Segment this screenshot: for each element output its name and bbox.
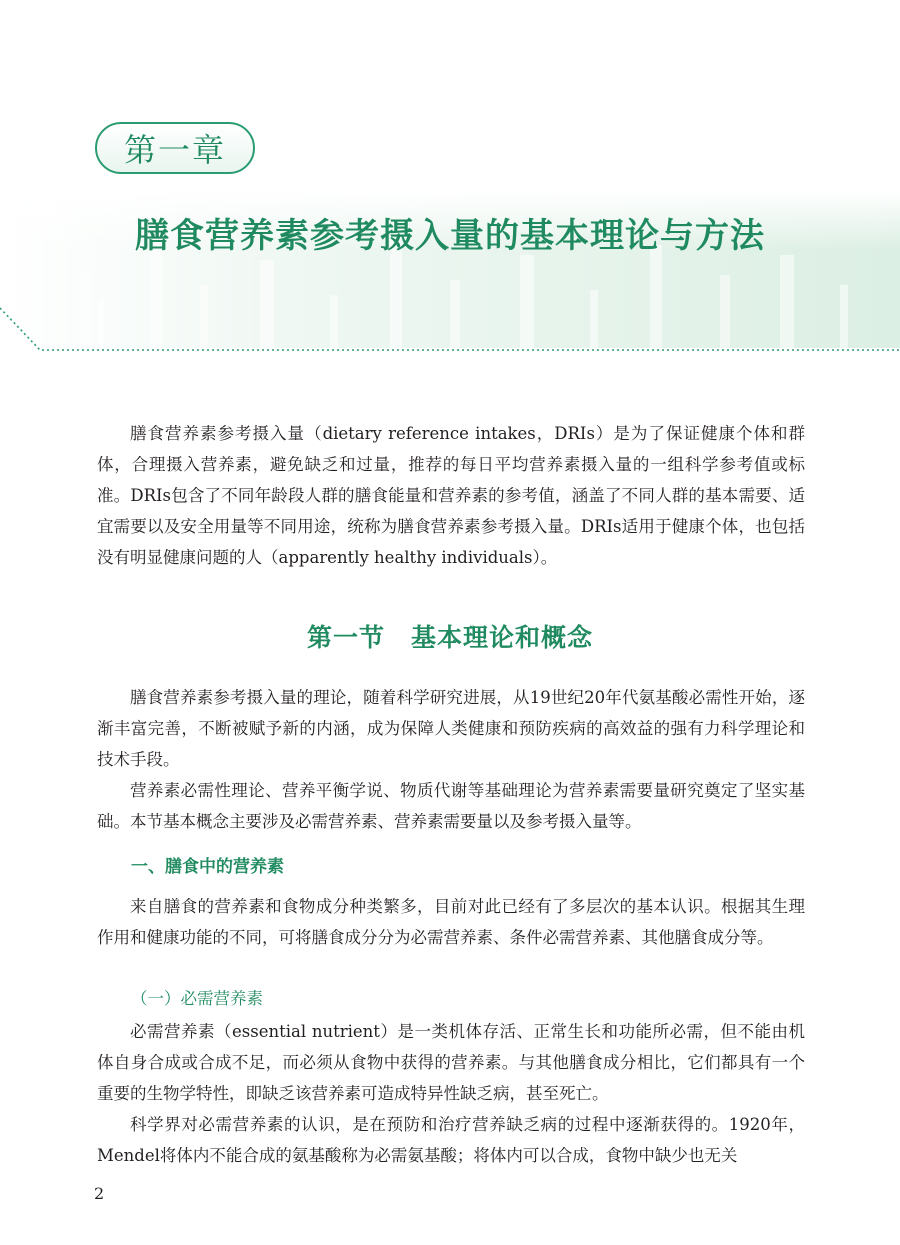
item-heading: （一）必需营养素 [131, 989, 263, 1008]
subsection-paragraph: 来自膳食的营养素和食物成分种类繁多，目前对此已经有了多层次的基本认识。根据其生理作用和健康功能的不同，可将膳食成分分为必需营养素、条件必需营养素、其他膳食成分等。 [97, 897, 805, 947]
chapter-title: 膳食营养素参考摄入量的基本理论与方法 [135, 216, 765, 256]
subsection-heading: 一、膳食中的营养素 [131, 857, 284, 877]
section-paragraph-2: 营养素必需性理论、营养平衡学说、物质代谢等基础理论为营养素需要量研究奠定了坚实基础。本节基本概念主要涉及必需营养素、营养素需要量以及参考摄入量等。 [97, 781, 805, 831]
section-paragraph-1: 膳食营养素参考摄入量的理论，随着科学研究进展，从19世纪20年代氨基酸必需性开始，逐渐丰富完善，不断被赋予新的内涵，成为保障人类健康和预防疾病的高效益的强有力科学理论和技术手段。 [97, 688, 805, 769]
section-title: 第一节 基本理论和概念 [306, 623, 593, 652]
intro-paragraph: 膳食营养素参考摄入量（dietary reference intakes，DRIs）是为了保证健康个体和群体，合理摄入营养素，避免缺乏和过量，推荐的每日平均营养素摄入量的一组科学参考值或标准。DRIs包含了不同年龄段人群的膳食能量和营养素的参考值，涵盖了不同人群的基本需要、适宜需要以及安全用量等不同用途，统称为膳食营养素参考摄入量。DRIs适用于健康个体，也包括没有明显健康问题的人（apparently healthy individuals）。 [97, 424, 805, 567]
banner-graphic [0, 0, 900, 370]
page-number: 2 [94, 1184, 105, 1203]
item-paragraph-2: 科学界对必需营养素的认识，是在预防和治疗营养缺乏病的过程中逐渐获得的。1920年，Mendel将体内不能合成的氨基酸称为必需氨基酸；将体内可以合成，食物中缺少也无关 [97, 1115, 805, 1165]
item-paragraph-1: 必需营养素（essential nutrient）是一类机体存活、正常生长和功能所必需，但不能由机体自身合成或合成不足，而必须从食物中获得的营养素。与其他膳食成分相比，它们都具有一个重要的生物学特性，即缺乏该营养素可造成特异性缺乏病，甚至死亡。 [97, 1022, 805, 1103]
chapter-label: 第一章 [95, 122, 255, 174]
chapter-banner [0, 0, 900, 370]
